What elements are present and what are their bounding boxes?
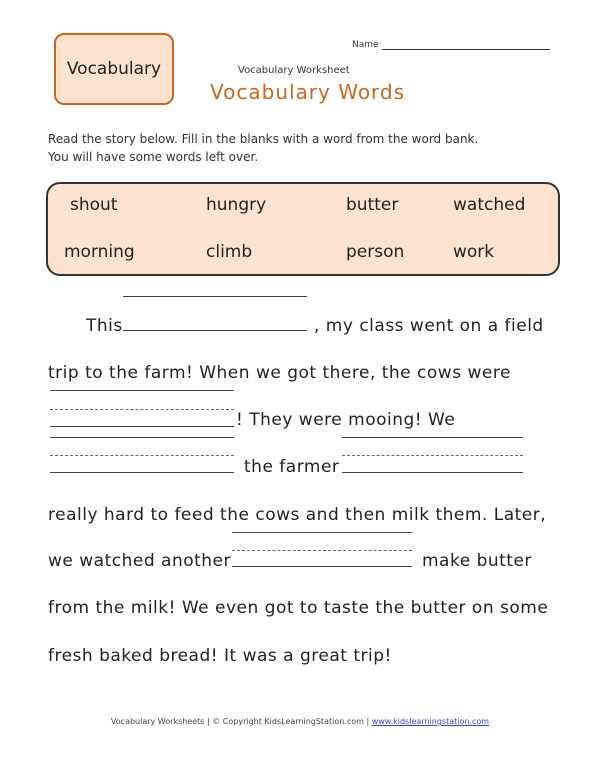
name-field-line[interactable] bbox=[382, 49, 550, 50]
word-bank-item: butter bbox=[346, 195, 399, 215]
word-bank-item: morning bbox=[64, 242, 135, 262]
story-text: fresh baked bread! It was a great trip! bbox=[48, 646, 392, 666]
word-bank-item: watched bbox=[453, 195, 526, 215]
story-text: make butter bbox=[422, 551, 532, 571]
blank-guide-top bbox=[50, 390, 234, 391]
story-text: ! They were mooing! We bbox=[236, 410, 456, 430]
word-bank-item: shout bbox=[70, 195, 118, 215]
vocabulary-badge: Vocabulary bbox=[54, 33, 174, 105]
story-text: the farmer bbox=[244, 457, 340, 477]
answer-blank-1[interactable] bbox=[123, 330, 307, 331]
instruction-line-1: Read the story below. Fill in the blanks with a word from the word bank. bbox=[48, 132, 479, 146]
answer-blank-5[interactable] bbox=[232, 566, 412, 567]
story-text: really hard to feed the cows and then milk them. Later, bbox=[48, 505, 547, 525]
instruction-line-2: You will have some words left over. bbox=[48, 150, 259, 164]
story-text: we watched another bbox=[48, 551, 232, 571]
story-text: trip to the farm! When we got there, the cows were bbox=[48, 363, 511, 383]
worksheet-subtitle: Vocabulary Worksheet bbox=[238, 65, 350, 76]
page-title: Vocabulary Words bbox=[210, 80, 406, 104]
word-bank-item: person bbox=[346, 242, 405, 262]
answer-blank-2[interactable] bbox=[50, 426, 234, 427]
footer-copyright: Vocabulary Worksheets | © Copyright KidsLearningStation.com | bbox=[110, 717, 372, 726]
blank-guide-top bbox=[342, 437, 523, 438]
story-text: , my class went on a field bbox=[314, 316, 544, 336]
blank-guide-top bbox=[232, 532, 412, 533]
story-text: This bbox=[86, 316, 123, 336]
blank-guide-mid bbox=[50, 409, 234, 410]
answer-blank-4[interactable] bbox=[342, 472, 523, 473]
story-text: from the milk! We even got to taste the butter on some bbox=[48, 598, 549, 618]
blank-guide-top bbox=[50, 437, 234, 438]
blank-guide-top bbox=[123, 296, 307, 297]
footer-link[interactable]: www.kidslearningstation.com bbox=[371, 717, 490, 726]
name-label: Name bbox=[352, 40, 379, 50]
word-bank-item: work bbox=[453, 242, 495, 262]
footer bbox=[0, 717, 600, 726]
blank-guide-mid bbox=[232, 550, 412, 551]
blank-guide-mid bbox=[50, 455, 234, 456]
blank-guide-mid bbox=[342, 455, 523, 456]
answer-blank-3[interactable] bbox=[50, 472, 234, 473]
word-bank-item: hungry bbox=[206, 195, 267, 215]
word-bank-item: climb bbox=[206, 242, 253, 262]
